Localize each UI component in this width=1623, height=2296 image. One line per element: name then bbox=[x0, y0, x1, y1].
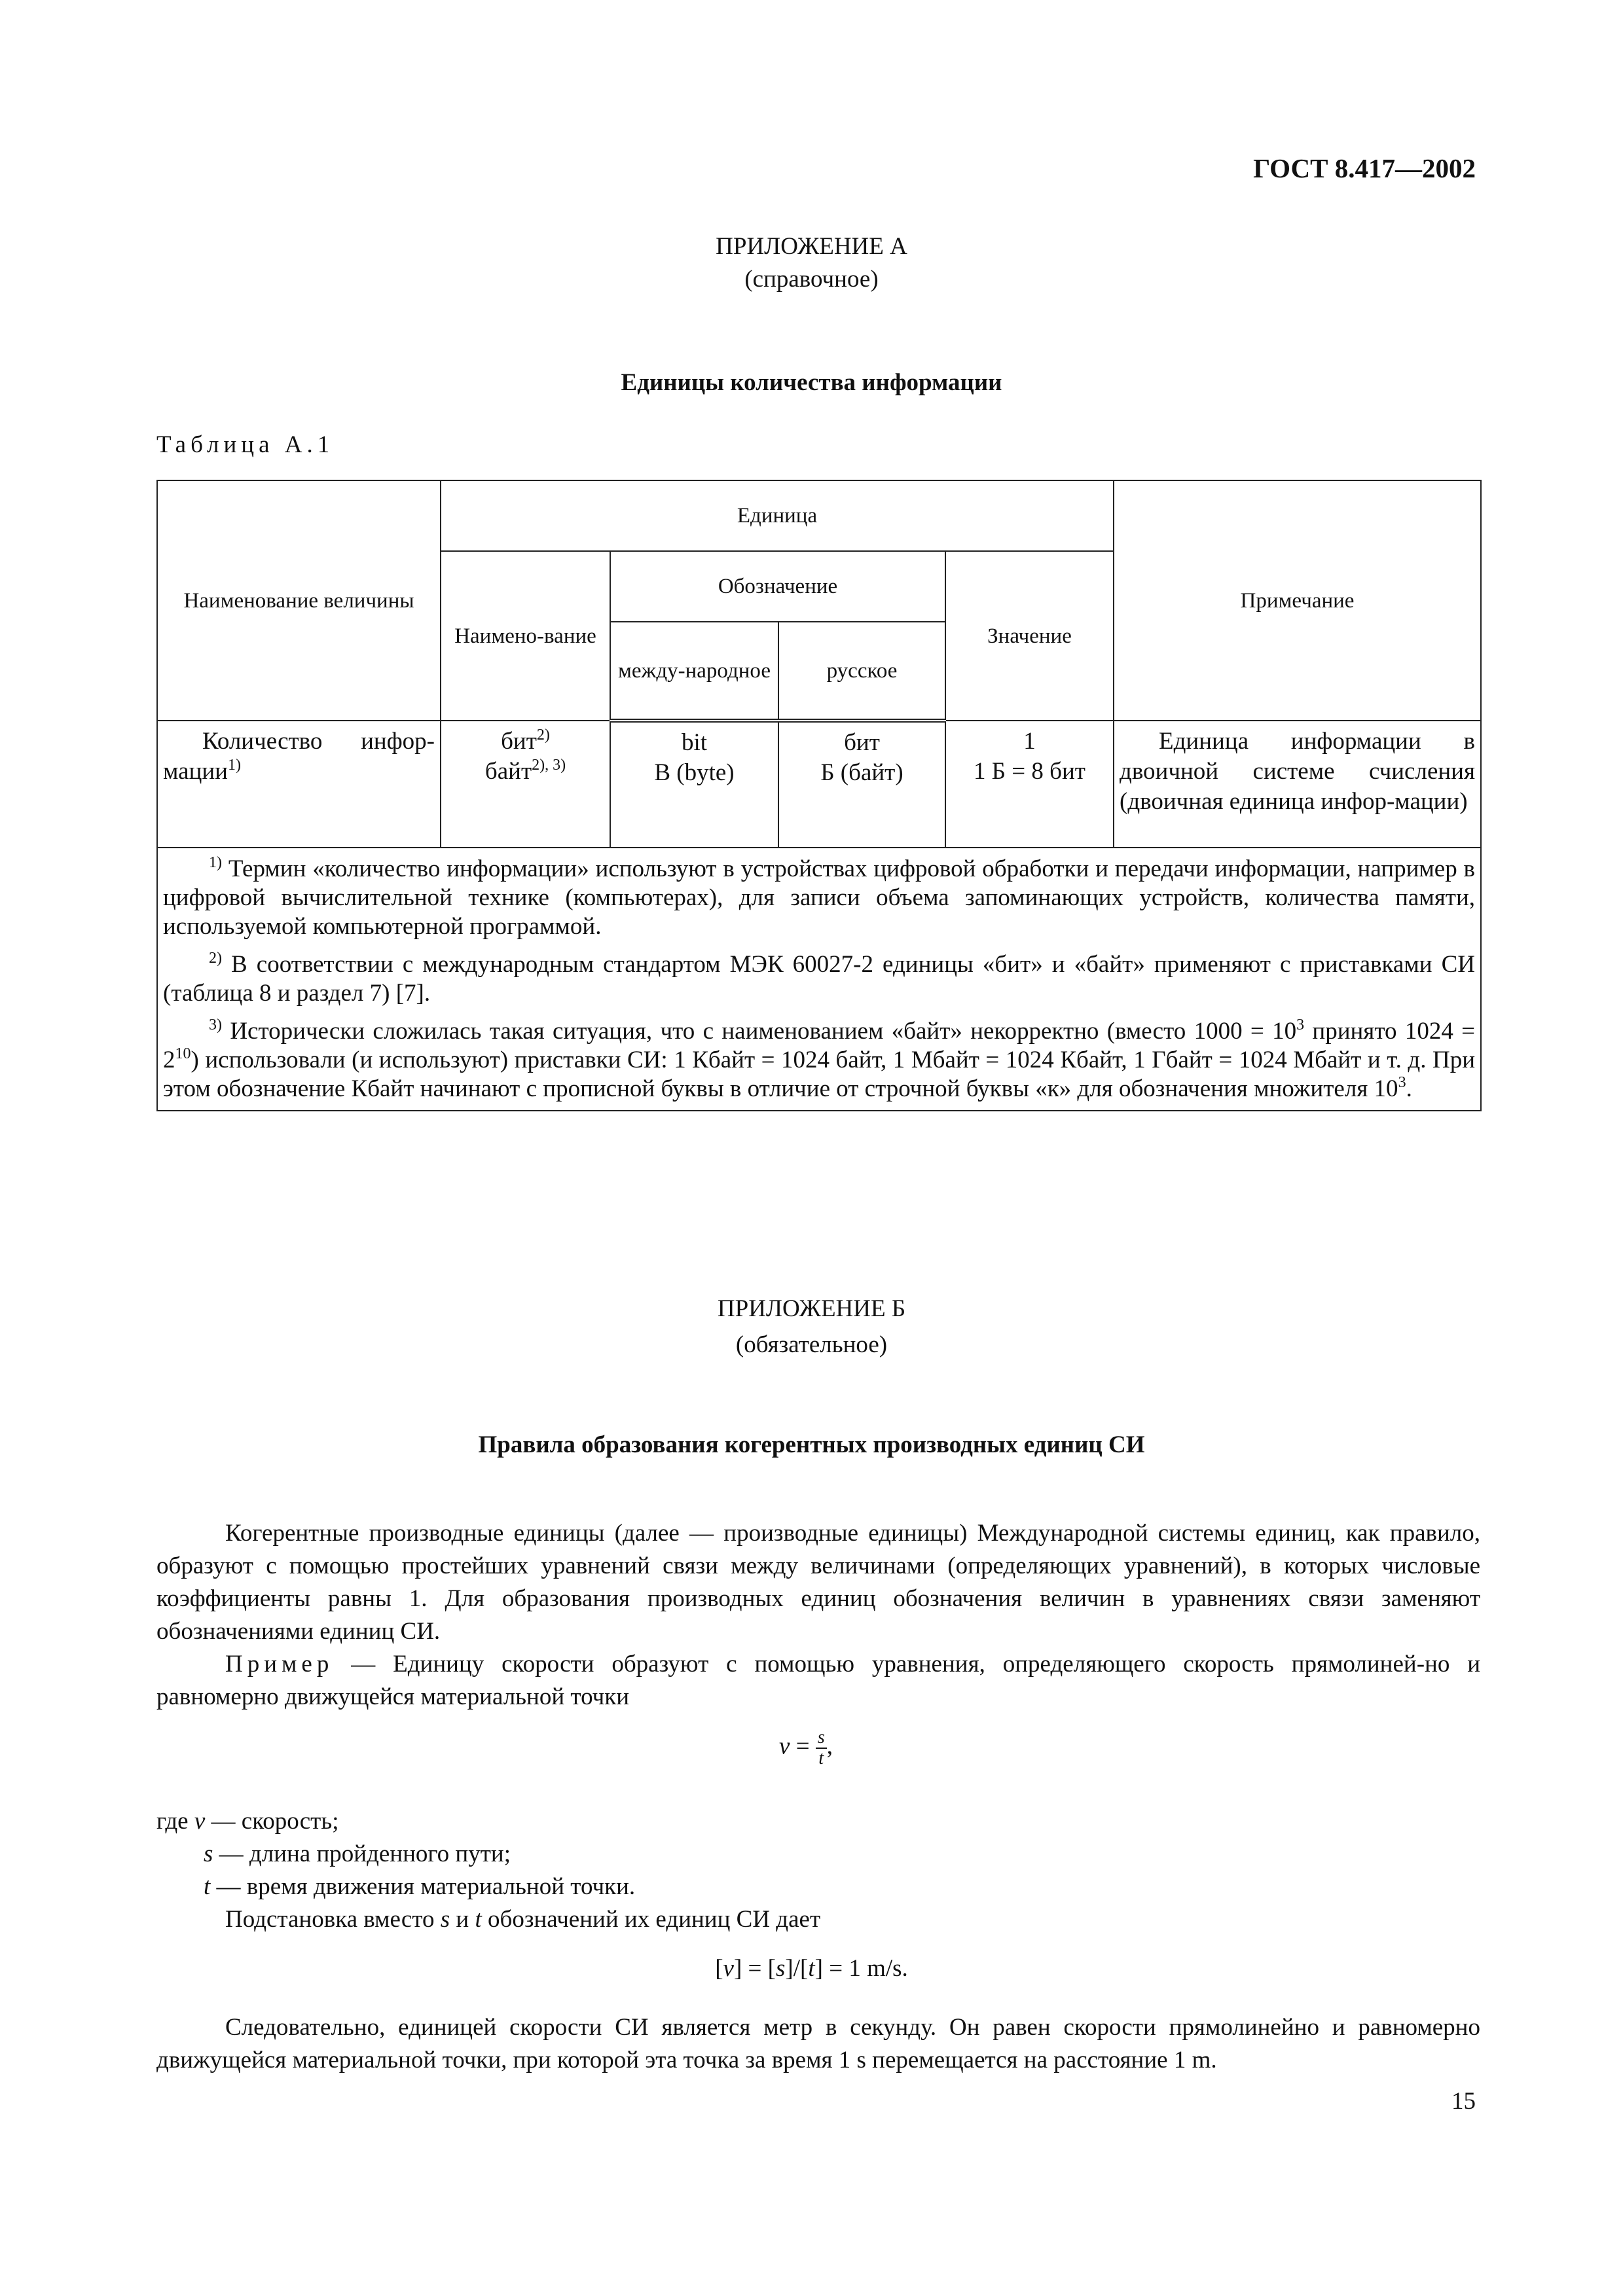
footnote-3: $^{3)}$ Исторически сложилась такая ситуация, что с наименованием «байт» некорректно (вместо $1000 = 10^3$ принято $1024 = 2^{10}$) использовали (и используют) приставки СИ: 1 Кбайт = 1024 байт, 1 Мбайт = 1024 Кбайт, 1 Гбайт = 1024 Мбайт и т. д. При этом обозначение Кбайт начинают с прописной буквы в отличие от строчной буквы «к» для обозначения множителя $10^3$. bbox=[163, 1016, 1476, 1102]
footnote-2: $^{2)}$ В соответствии с международным стандартом МЭК 60027-2 единицы «бит» и «байт» применяют с приставками СИ (таблица 8 и раздел 7) [7]. bbox=[163, 950, 1475, 1007]
conclusion-text: Следовательно, единицей скорости СИ является метр в секунду. Он равен скорости прямолинейно и равномерно движущейся материальной точки, при которой эта точка за время 1 s перемещается на расстояние 1 m. bbox=[156, 2014, 1480, 2073]
header-name: Наимено-вание bbox=[441, 551, 610, 721]
cell-note: Единица информации в двоичной системе счисления (двоичная единица инфор-мации) bbox=[1114, 721, 1481, 848]
header-designation: Обозначение bbox=[610, 551, 945, 622]
cell-quantity: Количество инфор-мации$^{1)}$ bbox=[157, 721, 441, 848]
cell-name: бит$^{2)}$ байт$^{2), 3)}$ bbox=[441, 721, 610, 848]
formula-units: [v] = [s]/[t] = 1 m/s. bbox=[715, 1955, 908, 1982]
where-item-s: s — длина пройденного пути; bbox=[204, 1840, 511, 1867]
table-footnotes bbox=[157, 848, 1481, 1111]
appendix-b-heading: Правила образования когерентных производных единиц СИ bbox=[478, 1431, 1145, 1458]
paragraph-intro: Когерентные производные единицы (далее — производные единицы) Международной системы единиц, как правило, образуют с помощью простейших уравнений связи между величинами (определяющих уравнений), в которых числовые коэффициенты равны 1. Для образования производных единиц обозначения величин в уравнениях связи заменяют обозначениями единиц СИ. bbox=[156, 1520, 1480, 1645]
header-unit: Единица bbox=[441, 480, 1114, 551]
where-list bbox=[156, 1805, 820, 1936]
header-russian: русское bbox=[778, 622, 945, 721]
table-label: Таблица А.1 bbox=[156, 431, 335, 458]
cell-value: 1 1 Б = 8 бит bbox=[945, 721, 1114, 848]
page-number: 15 bbox=[1451, 2088, 1476, 2115]
body-text bbox=[156, 1517, 1480, 1713]
appendix-a-status: (справочное) bbox=[744, 266, 879, 293]
appendix-a-title: ПРИЛОЖЕНИЕ А bbox=[716, 233, 907, 260]
header-quantity: Наименование величины bbox=[157, 480, 441, 721]
paragraph-example: Пример — Единицу скорости образуют с помощью уравнения, определяющего скорость прямолиней-но и равномерно движущейся материальной точки bbox=[156, 1651, 1480, 1710]
cell-international: bit B (byte) bbox=[610, 721, 778, 848]
appendix-b-title: ПРИЛОЖЕНИЕ Б bbox=[717, 1295, 906, 1322]
formula-velocity: v = $\frac{s}{t}$ , bbox=[779, 1727, 833, 1768]
header-note: Примечание bbox=[1114, 480, 1481, 721]
appendix-a-heading: Единицы количества информации bbox=[621, 369, 1002, 396]
document-code: ГОСТ 8.417—2002 bbox=[1253, 153, 1476, 183]
footnote-1: $^{1)}$ Термин «количество информации» используют в устройствах цифровой обработки и передачи информации, например в цифровой вычислительной технике (компьютерах), для записи объема запоминающих устройств, количества памяти, используемой компьютерной программой. bbox=[163, 854, 1476, 940]
header-international: между-народное bbox=[610, 622, 778, 721]
header-value: Значение bbox=[945, 551, 1114, 721]
substitution-text: Подстановка вместо s и t обозначений их единиц СИ дает bbox=[225, 1906, 821, 1933]
where-item-t: t — время движения материальной точки. bbox=[204, 1873, 636, 1900]
cell-russian: бит Б (байт) bbox=[778, 721, 945, 848]
units-table bbox=[156, 480, 1482, 1111]
table-row bbox=[157, 721, 1481, 848]
where-item-v: где v — скорость; bbox=[156, 1808, 339, 1835]
appendix-b-status: (обязательное) bbox=[735, 1331, 888, 1358]
